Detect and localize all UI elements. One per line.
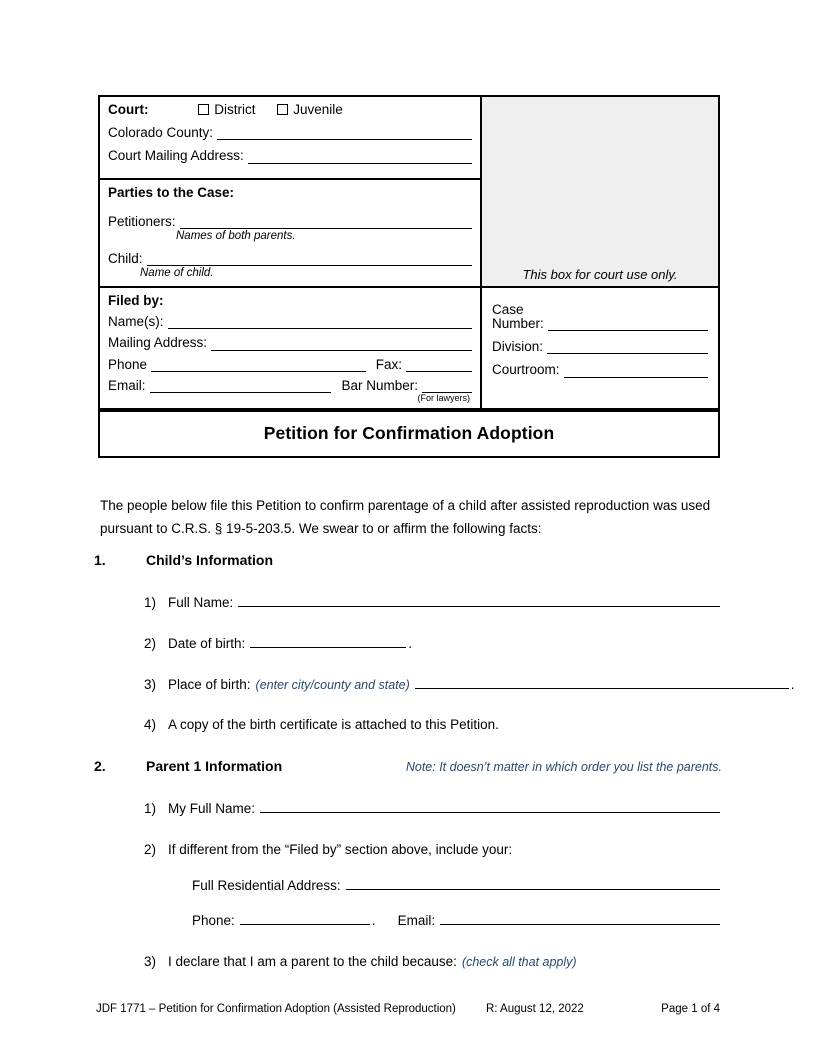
court-use-box [482,97,718,288]
colorado-county-label: Colorado County: [108,125,214,141]
court-label: Court: [108,102,149,117]
petitioners-row [108,215,472,229]
section-2-number: 2. [94,758,106,774]
filed-by-names-input[interactable] [168,315,472,329]
filed-by-bar-input[interactable] [422,379,472,393]
parties-heading: Parties to the Case: [108,185,235,200]
filed-by-phone-label: Phone [108,356,148,372]
colorado-county-input[interactable] [217,126,472,140]
filed-by-names-label: Name(s): [108,314,164,330]
case-number-label-line1: Case [492,302,524,317]
filed-by-mailing-label: Mailing Address: [108,335,208,351]
caption-table [98,95,720,412]
footer-revision-date: R: August 12, 2022 [486,1003,584,1015]
filed-by-bar-label: Bar Number: [341,377,418,393]
court-mailing-address-label: Court Mailing Address: [108,148,244,164]
subitem-parent1-residential-address [192,877,722,893]
intro-paragraph: The people below file this Petition to confirm parentage of a child after assisted reproduction was used pursuant to C.R.S. § 19-5-203.5. We swear to or affirm the following facts: [100,497,711,536]
item-child-place-input[interactable] [415,676,789,689]
filed-by-phone-input[interactable] [151,358,366,372]
case-info-box [482,288,718,410]
footer-page-number: Page 1 of 4 [661,1003,720,1015]
item-birth-certificate-text: A copy of the birth certificate is attached to this Petition. [168,717,499,732]
court-option-district-label: District [214,102,256,117]
item-parent1-full-name-input[interactable] [260,800,720,813]
court-row [108,103,472,117]
item-child-full-name [144,594,722,610]
item-parent1-if-different-text: If different from the “Filed by” section above, include your: [168,842,513,857]
petitioners-input[interactable] [180,215,472,229]
subitem-phone-input[interactable] [240,912,370,925]
item-child-date-of-birth [144,635,722,651]
case-number-input[interactable] [548,317,708,331]
item-child-dob-number: 2) [144,636,157,651]
item-child-dob-input[interactable] [250,635,406,648]
court-mailing-address-input[interactable] [248,150,472,164]
child-label: Child: [108,250,143,266]
court-option-district[interactable] [198,102,259,117]
courtroom-input[interactable] [564,364,708,378]
filed-by-mailing-input[interactable] [211,337,472,351]
child-hint: Name of child. [140,267,214,280]
item-parent1-declaration-hint: (check all that apply) [461,955,577,969]
section-1-title: Child’s Information [146,552,274,568]
subitem-residential-address-label: Full Residential Address: [192,878,341,893]
item-parent1-full-name-label: My Full Name: [168,801,256,816]
for-lawyers-hint: (For lawyers) [417,392,470,403]
filed-by-names-row [108,315,472,329]
division-label: Division: [492,339,544,355]
court-block [100,97,480,180]
section-1-heading [94,552,722,568]
checkbox-juvenile[interactable] [277,104,288,115]
item-parent1-if-different-number: 2) [144,842,157,857]
court-mailing-address-row [108,149,472,163]
item-child-place-label: Place of birth: [168,677,251,692]
caption-left-column [100,97,482,410]
court-option-juvenile-label: Juvenile [293,102,343,117]
page-title: Petition for Confirmation Adoption [263,422,555,443]
section-child-information [94,552,795,732]
item-child-place-number: 3) [144,677,157,692]
colorado-county-row [108,126,472,140]
filed-by-email-bar-row [108,379,472,393]
child-input[interactable] [147,252,472,266]
petitioners-label: Petitioners: [108,214,176,230]
item-child-dob-period: . [408,636,413,651]
section-2-title: Parent 1 Information [146,758,283,774]
footer-form-id: JDF 1771 – Petition for Confirmation Adoption (Assisted Reproduction) [96,1003,456,1015]
form-title-box [98,408,720,458]
section-2-heading [94,758,722,774]
court-type-options [198,103,361,117]
subitem-parent1-phone-email [192,912,722,928]
item-birth-certificate-number: 4) [144,717,157,732]
item-birth-certificate-attached [144,717,722,732]
item-parent1-declaration [144,954,722,969]
filed-by-block [100,288,480,410]
item-parent1-if-different [144,842,722,857]
item-parent1-full-name [144,800,722,816]
item-child-full-name-label: Full Name: [168,595,234,610]
subitem-email-input[interactable] [440,912,720,925]
item-child-dob-label: Date of birth: [168,636,246,651]
subitem-residential-address-input[interactable] [346,877,720,890]
filed-by-phone-fax-row [108,358,472,372]
section-1-number: 1. [94,552,106,568]
parties-block [100,180,480,288]
case-number-label: Number: [492,316,544,332]
item-parent1-full-name-number: 1) [144,801,157,816]
courtroom-label: Courtroom: [492,362,560,378]
section-parent-1-information [94,758,722,969]
item-child-place-of-birth [144,676,795,692]
case-number-row [492,317,708,331]
caption-right-column [482,97,718,410]
item-child-full-name-input[interactable] [238,594,720,607]
division-row [492,340,708,354]
filed-by-email-label: Email: [108,377,146,393]
item-child-place-period: . [790,677,795,692]
filed-by-fax-input[interactable] [406,358,472,372]
court-option-juvenile[interactable] [277,102,343,117]
item-child-full-name-number: 1) [144,595,157,610]
courtroom-row [492,363,708,377]
child-row [108,252,472,266]
subitem-phone-period: . [371,913,376,928]
subitem-phone-label: Phone: [192,913,235,928]
checkbox-district[interactable] [198,104,209,115]
filed-by-mailing-row [108,336,472,350]
court-use-note: This box for court use only. [522,267,678,282]
filed-by-email-input[interactable] [150,379,332,393]
section-2-note: Note: It doesn’t matter in which order you list the parents. [405,760,722,774]
filed-by-heading: Filed by: [108,293,164,308]
item-parent1-declaration-number: 3) [144,954,157,969]
page-footer [96,1003,720,1015]
item-parent1-declaration-text: I declare that I am a parent to the child because: [168,954,457,969]
item-child-place-hint: (enter city/county and state) [255,678,410,692]
petitioners-hint: Names of both parents. [176,230,296,243]
division-input[interactable] [547,340,708,354]
subitem-email-label: Email: [397,913,436,928]
filed-by-fax-label: Fax: [375,356,402,372]
